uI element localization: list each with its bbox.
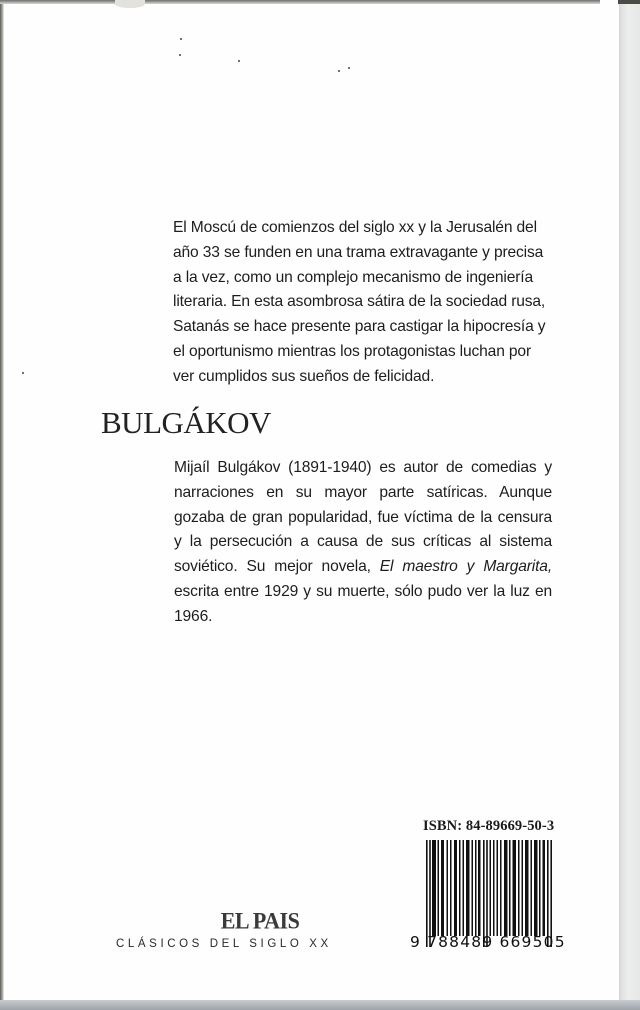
cover-top-edge (0, 0, 600, 4)
bio-text-part1: Mijaíl Bulgákov (1891-1940) es autor de comedias y narraciones en su mayor parte satíricas. Aunque gozaba de gran popularidad, fue víctima de la censura y la persecución a causa de sus críticas al sistema soviético. Su mejor novela, (174, 459, 552, 576)
barcode-icon (426, 840, 554, 947)
cover-left-edge (0, 0, 4, 1000)
book-spine-strip (619, 0, 640, 1000)
scan-speck (338, 70, 340, 72)
publisher-logo: EL PAIS (220, 907, 300, 934)
spine-top-shadow (618, 0, 640, 4)
barcode-digits (410, 933, 566, 951)
scan-speck (22, 372, 24, 374)
collection-name: CLÁSICOS DEL SIGLO XX (116, 938, 332, 950)
synopsis-text: El Moscú de comienzos del siglo xx y la Jerusalén del año 33 se funden en una trama extravagante y precisa a la vez, como un complejo mecanismo de ingeniería literaria. En esta asombrosa sátira de la sociedad rusa, Satanás se hace presente para castigar la hipocresía y el oportunismo mientras los protagonistas luchan por ver cumplidos sus sueños de felicidad. (173, 219, 546, 385)
barcode-first-digit: 9 (410, 933, 422, 951)
barcode-right-group: 669505 (499, 933, 566, 951)
scan-speck (179, 54, 181, 56)
novel-title: El maestro y Margarita, (379, 558, 553, 576)
scan-speck (348, 67, 350, 69)
bio-text-part2: escrita entre 1929 y su muerte, sólo pudo ver la luz en 1966. (174, 582, 552, 625)
barcode-left-group: 788489 (427, 933, 494, 951)
author-bio-text (174, 456, 552, 630)
cover-bottom-edge (0, 1000, 640, 1010)
isbn-label: ISBN: 84-89669-50-3 (423, 818, 555, 834)
synopsis-paragraph (173, 216, 551, 390)
author-bio (174, 456, 552, 630)
scan-speck (180, 38, 182, 40)
scan-speck (238, 60, 240, 62)
cover-smudge (115, 0, 145, 8)
author-heading: BULGÁKOV (101, 405, 271, 440)
publisher-block (140, 908, 380, 934)
